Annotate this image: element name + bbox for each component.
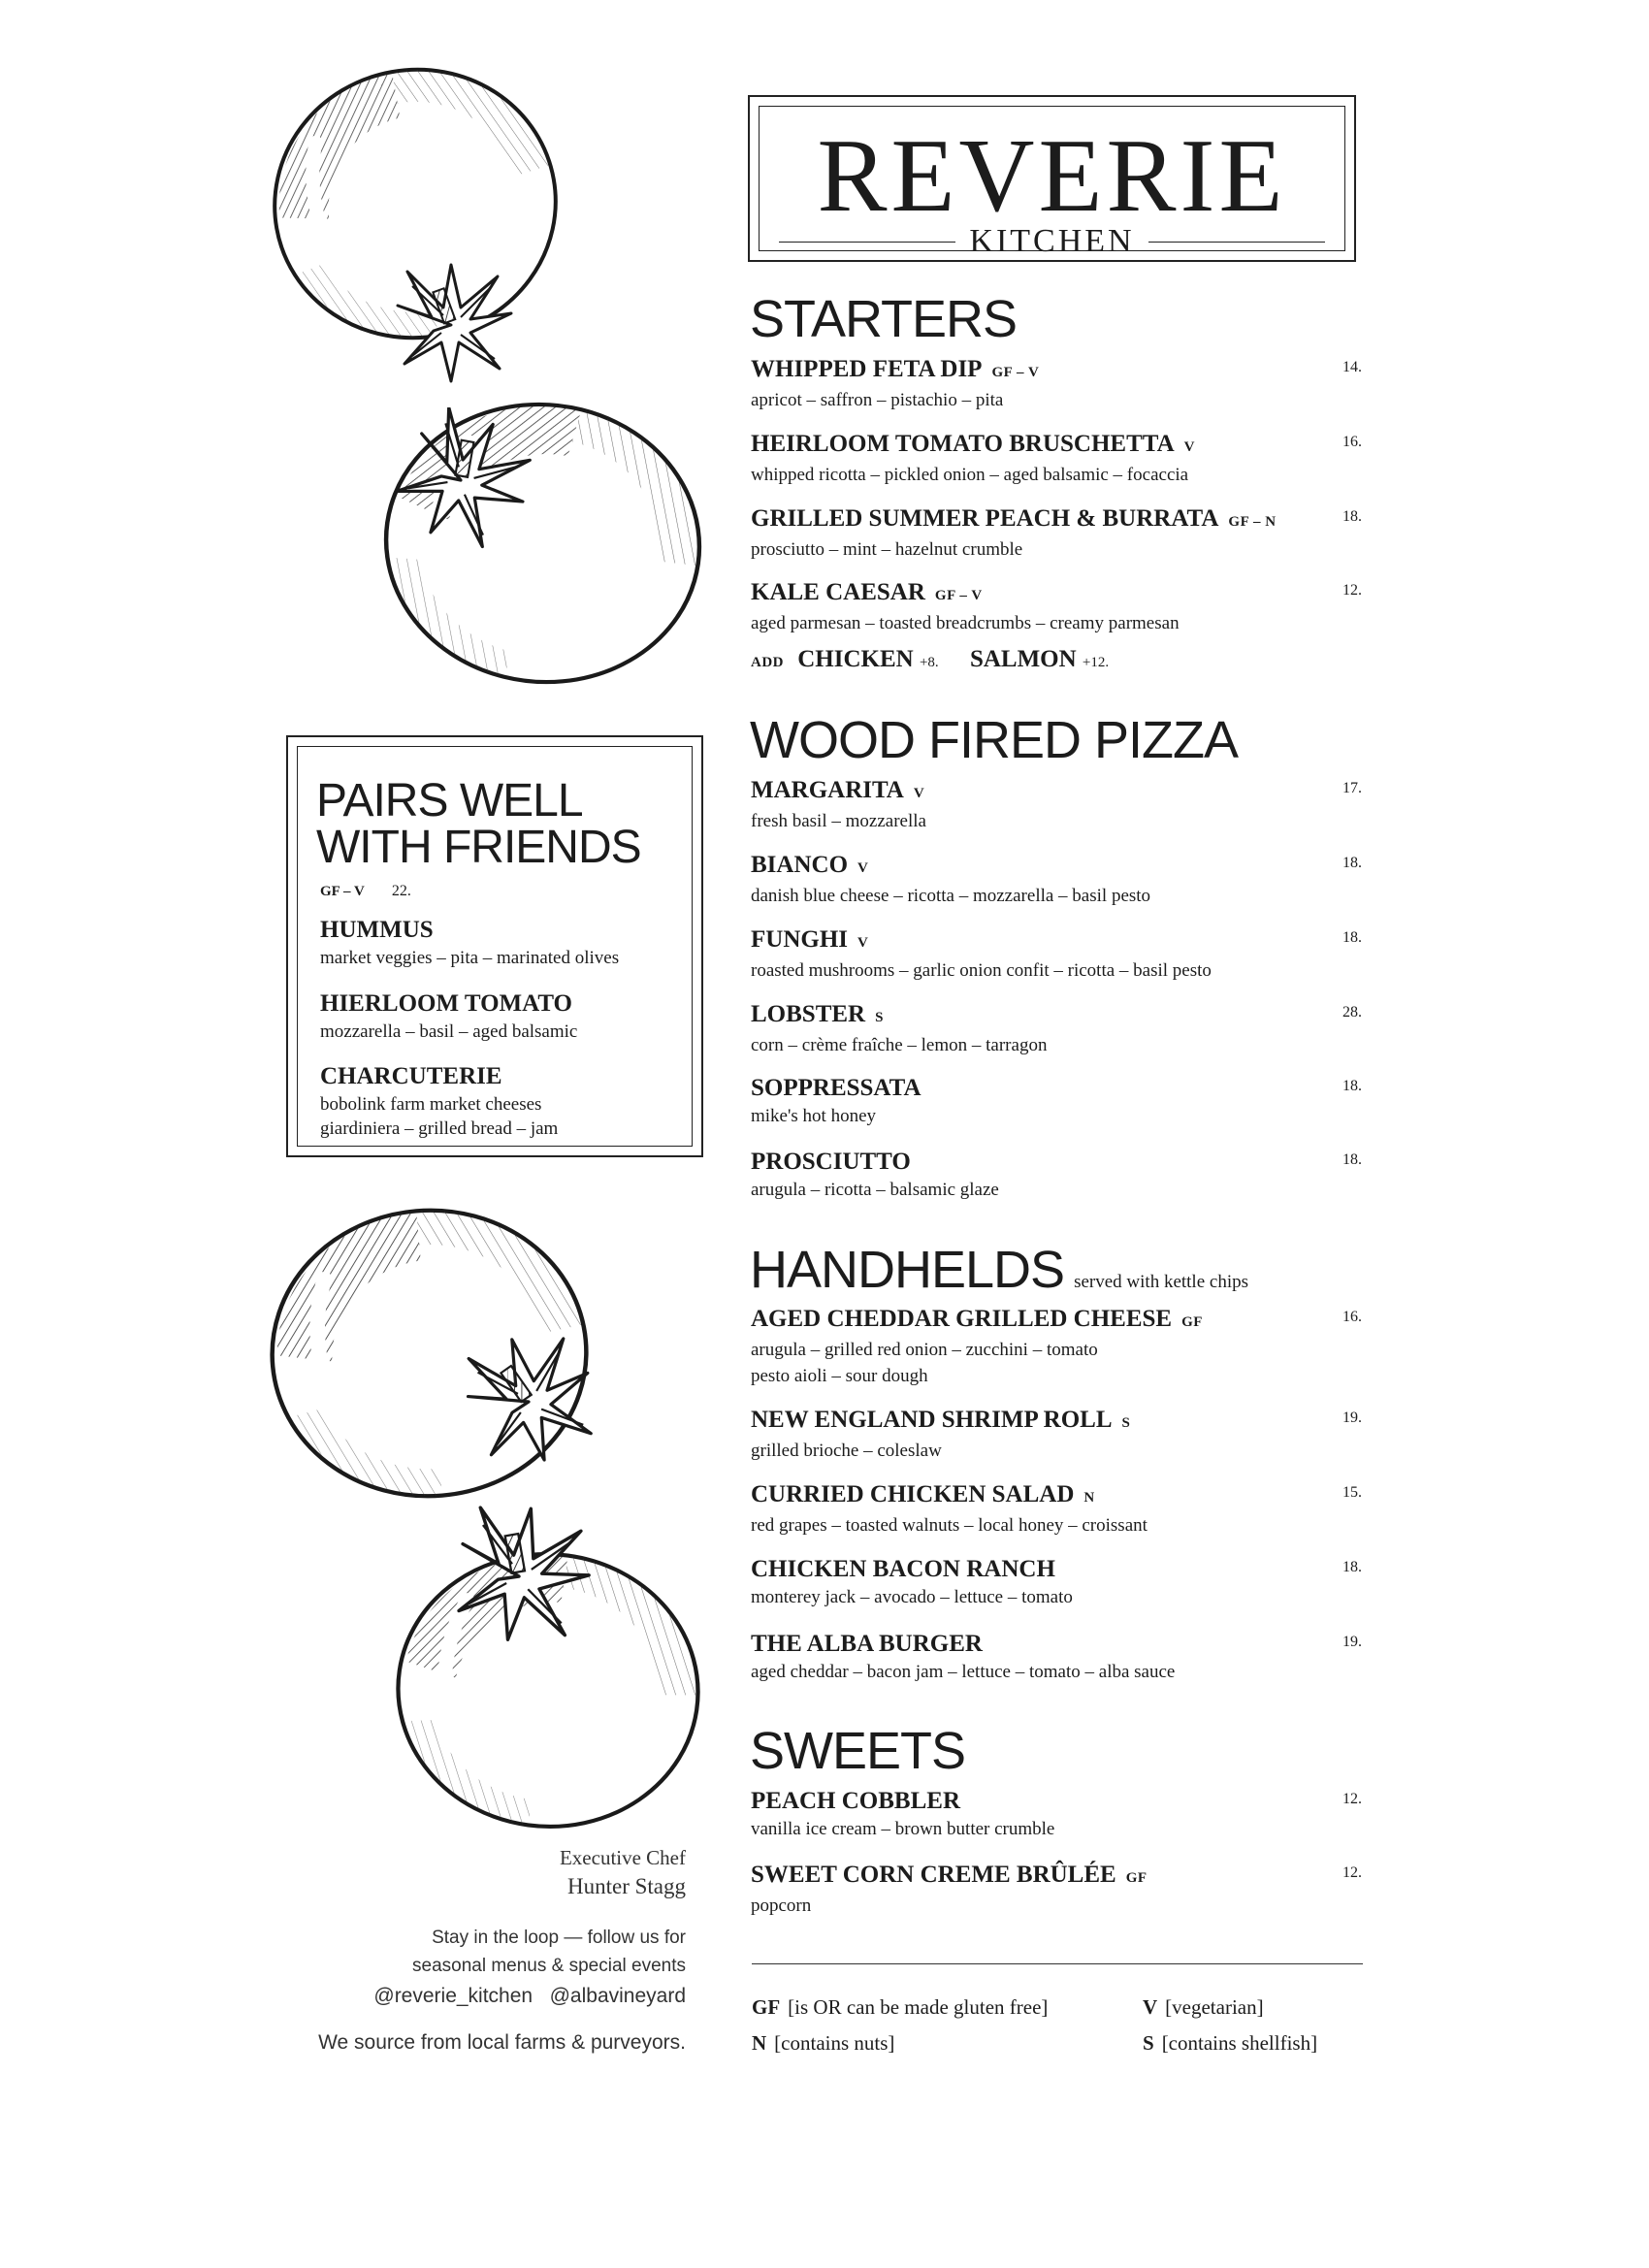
- pair-item: [320, 916, 689, 971]
- item-name: CHARCUTERIE: [320, 1063, 502, 1089]
- menu-item: [751, 1787, 1362, 1842]
- legend-n: [752, 2031, 894, 2056]
- item-name: MARGARITA: [751, 777, 904, 803]
- item-price: 12.: [1342, 1864, 1362, 1881]
- chef-name: Hunter Stagg: [566, 1874, 686, 1898]
- section-title-handhelds: [750, 1241, 1249, 1299]
- add-option-chicken: CHICKEN: [797, 646, 914, 672]
- pairs-price: 22.: [391, 883, 411, 899]
- item-price: 18.: [1342, 1078, 1362, 1094]
- item-description: mozzarella – basil – aged balsamic: [320, 1021, 578, 1042]
- item-description: aged parmesan – toasted breadcrumbs – creamy parmesan: [751, 613, 1180, 633]
- tomato-calyx-2: [388, 407, 534, 553]
- menu-item: [751, 1630, 1362, 1685]
- tomato-calyx-3: [456, 1329, 601, 1474]
- item-name: BIANCO: [751, 852, 849, 878]
- item-description: mike's hot honey: [751, 1106, 877, 1126]
- pairs-title: [316, 775, 704, 873]
- diet-tags: S: [1121, 1415, 1131, 1431]
- logo-subtitle: KITCHEN: [969, 223, 1135, 259]
- menu-item: [751, 1148, 1362, 1203]
- social-handles: @reverie_kitchen @albavineyard: [373, 1985, 686, 2007]
- diet-tags: V: [913, 786, 925, 801]
- menu-item: [751, 1480, 1362, 1539]
- item-description: prosciutto – mint – hazelnut crumble: [751, 539, 1023, 560]
- legend-s: [1143, 2031, 1317, 2056]
- diet-tags: GF: [1125, 1870, 1148, 1886]
- item-description: market veggies – pita – marinated olives: [320, 948, 620, 968]
- item-price: 18.: [1342, 1151, 1362, 1168]
- legend-text: [contains nuts]: [774, 2031, 895, 2055]
- item-description: red grapes – toasted walnuts – local honey – croissant: [751, 1515, 1148, 1536]
- social-line1: Stay in the loop — follow us for: [432, 1928, 686, 1948]
- item-name: CURRIED CHICKEN SALAD: [751, 1481, 1075, 1507]
- menu-item: [751, 430, 1362, 488]
- section-title-starters: STARTERS: [750, 290, 1018, 348]
- item-description: roasted mushrooms – garlic onion confit – ricotta – basil pesto: [751, 960, 1212, 981]
- item-description: corn – crème fraîche – lemon – tarragon: [751, 1035, 1048, 1055]
- pair-item: [320, 989, 689, 1045]
- item-price: 19.: [1342, 1409, 1362, 1426]
- legend-key: GF: [752, 1995, 781, 2019]
- item-name: HIERLOOM TOMATO: [320, 990, 572, 1017]
- social-blurb: [373, 1924, 686, 2010]
- item-price: 16.: [1342, 434, 1362, 450]
- chef-title: Executive Chef: [559, 1846, 686, 1869]
- add-label: ADD: [751, 655, 784, 670]
- item-description: fresh basil – mozzarella: [751, 811, 926, 831]
- item-description: vanilla ice cream – brown butter crumble: [751, 1819, 1055, 1839]
- chef-credit: [560, 1843, 686, 1901]
- add-option-salmon: SALMON: [969, 646, 1077, 672]
- legend-key: V: [1143, 1995, 1158, 2019]
- tomato-calyx-4: [441, 1499, 597, 1654]
- item-description: bobolink farm market cheeses: [320, 1094, 542, 1115]
- diet-tags: N: [1083, 1490, 1095, 1506]
- item-name: FUNGHI: [751, 926, 848, 953]
- diet-tags: V: [1183, 439, 1196, 455]
- pairs-title-line2: WITH FRIENDS: [316, 822, 641, 873]
- item-name: PEACH COBBLER: [751, 1788, 961, 1814]
- item-name: GRILLED SUMMER PEACH & BURRATA: [751, 505, 1219, 532]
- item-name: LOBSTER: [751, 1001, 866, 1027]
- diet-tags: V: [857, 860, 869, 876]
- item-description: arugula – ricotta – balsamic glaze: [751, 1180, 999, 1200]
- legend-gf: [752, 1995, 1048, 2020]
- item-price: 18.: [1342, 929, 1362, 946]
- legend-text: [contains shellfish]: [1161, 2031, 1318, 2055]
- section-title-sweets: SWEETS: [750, 1722, 966, 1780]
- item-name: KALE CAESAR: [751, 579, 925, 605]
- item-name: NEW ENGLAND SHRIMP ROLL: [751, 1407, 1113, 1433]
- item-price: 12.: [1342, 582, 1362, 599]
- add-protein-line: [751, 646, 1109, 673]
- item-price: 18.: [1342, 508, 1362, 525]
- item-description-line2: giardiniera – grilled bread – jam: [320, 1118, 559, 1139]
- add-option-salmon-price: +12.: [1082, 655, 1110, 670]
- item-description: arugula – grilled red onion – zucchini – tomato: [751, 1340, 1098, 1360]
- item-name: THE ALBA BURGER: [751, 1631, 983, 1657]
- restaurant-logo: [748, 95, 1356, 262]
- item-name: PROSCIUTTO: [751, 1149, 911, 1175]
- item-price: 18.: [1342, 1559, 1362, 1575]
- item-price: 17.: [1342, 780, 1362, 796]
- legend-key: N: [752, 2031, 767, 2055]
- item-name: HEIRLOOM TOMATO BRUSCHETTA: [751, 431, 1175, 457]
- item-description: danish blue cheese – ricotta – mozzarella – basil pesto: [751, 886, 1151, 906]
- pair-item: [320, 1062, 689, 1142]
- diet-tags: GF – V: [320, 884, 365, 899]
- menu-item: [751, 355, 1362, 413]
- pairs-title-line1: PAIRS WELL: [316, 775, 583, 826]
- item-description: popcorn: [751, 1895, 812, 1916]
- item-price: 19.: [1342, 1634, 1362, 1650]
- menu-item: [751, 578, 1362, 636]
- item-price: 18.: [1342, 855, 1362, 871]
- item-description-line2: pesto aioli – sour dough: [751, 1366, 928, 1386]
- item-description: whipped ricotta – pickled onion – aged balsamic – focaccia: [751, 465, 1189, 485]
- legend-text: [vegetarian]: [1165, 1995, 1264, 2019]
- item-price: 15.: [1342, 1484, 1362, 1501]
- diet-tags: GF – N: [1228, 514, 1277, 530]
- add-option-chicken-price: +8.: [919, 655, 939, 670]
- source-note: We source from local farms & purveyors.: [318, 2031, 686, 2054]
- pairs-well-box: [286, 735, 703, 1157]
- item-price: 16.: [1342, 1309, 1362, 1325]
- section-title-pizza: WOOD FIRED PIZZA: [750, 711, 1238, 769]
- handhelds-title: HANDHELDS: [750, 1241, 1065, 1299]
- legend-v: [1143, 1995, 1264, 2020]
- item-name: HUMMUS: [320, 917, 434, 943]
- menu-item: [751, 925, 1362, 984]
- diet-tags: GF – V: [991, 365, 1040, 380]
- item-description: grilled brioche – coleslaw: [751, 1441, 942, 1461]
- menu-item: [751, 1305, 1362, 1389]
- legend-divider: [752, 1963, 1363, 1964]
- item-name: SOPPRESSATA: [751, 1075, 922, 1101]
- menu-item: [751, 776, 1362, 834]
- legend-key: S: [1143, 2031, 1154, 2055]
- item-description: monterey jack – avocado – lettuce – tomato: [751, 1587, 1073, 1607]
- menu-item: [751, 1000, 1362, 1058]
- menu-item: [751, 1406, 1362, 1464]
- diet-tags: S: [875, 1010, 884, 1025]
- menu-item: [751, 1861, 1362, 1919]
- handhelds-note: served with kettle chips: [1074, 1272, 1249, 1292]
- item-price: 12.: [1342, 1791, 1362, 1807]
- legend-text: [is OR can be made gluten free]: [788, 1995, 1049, 2019]
- logo-title: REVERIE: [817, 118, 1287, 234]
- menu-item: [751, 1555, 1362, 1610]
- menu-item: [751, 851, 1362, 909]
- tomato-calyx-1: [383, 257, 519, 393]
- item-name: WHIPPED FETA DIP: [751, 356, 983, 382]
- diet-tags: GF – V: [934, 588, 983, 603]
- item-description: aged cheddar – bacon jam – lettuce – tomato – alba sauce: [751, 1662, 1176, 1682]
- item-price: 14.: [1342, 359, 1362, 375]
- social-line2: seasonal menus & special events: [412, 1956, 686, 1976]
- menu-item: [751, 504, 1362, 563]
- diet-tags: GF: [1181, 1314, 1203, 1330]
- item-price: 28.: [1342, 1004, 1362, 1021]
- diet-tags: V: [857, 935, 869, 951]
- item-description: apricot – saffron – pistachio – pita: [751, 390, 1004, 410]
- pairs-meta: [320, 883, 411, 900]
- item-name: AGED CHEDDAR GRILLED CHEESE: [751, 1306, 1173, 1332]
- menu-item: [751, 1074, 1362, 1129]
- item-name: SWEET CORN CREME BRÛLÉE: [751, 1862, 1116, 1888]
- item-name: CHICKEN BACON RANCH: [751, 1556, 1055, 1582]
